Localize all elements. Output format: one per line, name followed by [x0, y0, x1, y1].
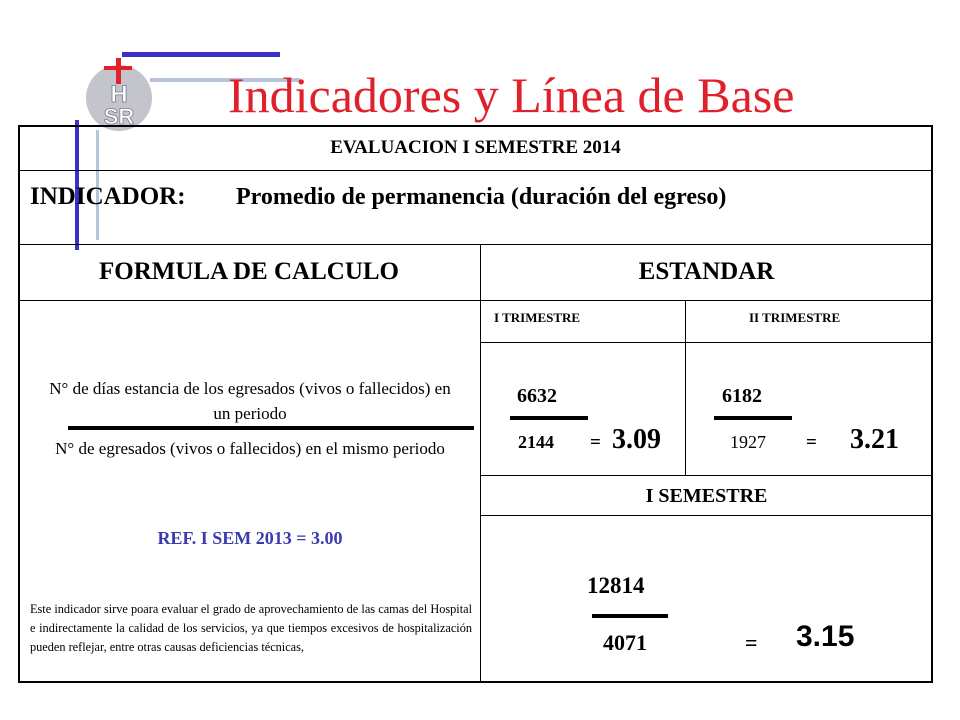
row-divider-3 [18, 300, 933, 301]
quarter-1-result: 3.09 [612, 424, 661, 455]
quarter-1-denominator: 2144 [518, 432, 554, 452]
semester-result: 3.15 [796, 620, 855, 653]
quarter-2-denominator: 1927 [730, 432, 766, 452]
logo-letter-h: H [110, 81, 128, 108]
indicator-label: INDICADOR: [30, 183, 186, 210]
semester-equals: = [745, 630, 758, 655]
quarter-1-numerator: 6632 [517, 385, 557, 407]
evaluation-subtitle: EVALUACION I SEMESTRE 2014 [330, 137, 621, 158]
standard-header: ESTANDAR [638, 258, 775, 285]
quarter-2-fraction-bar [714, 416, 792, 420]
row-divider-1 [18, 170, 933, 171]
formula-numerator: N° de días estancia de los egresados (vivos o fallecidos) en un periodo [49, 379, 451, 423]
column-divider-main [480, 244, 481, 683]
row-divider-semester-bottom [480, 515, 933, 516]
formula-denominator: N° de egresados (vivos o fallecidos) en el mismo periodo [55, 439, 445, 458]
quarter-1-fraction-bar [510, 416, 588, 420]
semester-numerator: 12814 [587, 573, 645, 598]
quarter-1-equals: = [590, 432, 601, 453]
quarter-1-label: I TRIMESTRE [494, 310, 581, 325]
column-divider-quarters [685, 300, 686, 475]
quarter-2-equals: = [806, 432, 817, 453]
quarter-2-label: II TRIMESTRE [749, 310, 841, 325]
semester-label: I SEMESTRE [645, 485, 768, 507]
quarter-2-numerator: 6182 [722, 385, 762, 407]
semester-fraction-bar [592, 614, 668, 618]
row-divider-semester-top [480, 475, 933, 476]
hospital-logo [80, 56, 158, 134]
formula-header: FORMULA DE CALCULO [98, 258, 399, 285]
page-title: Indicadores y Línea de Base [228, 67, 795, 123]
reference-value: REF. I SEM 2013 = 3.00 [157, 528, 343, 548]
row-divider-quarters [480, 342, 933, 343]
formula-fraction-bar [68, 426, 474, 430]
quarter-2-result: 3.21 [850, 424, 899, 455]
row-divider-2 [18, 244, 933, 245]
semester-denominator: 4071 [603, 630, 647, 655]
indicator-text: Promedio de permanencia (duración del egreso) [236, 184, 727, 210]
logo-letters-sr: SR [103, 104, 135, 129]
indicator-note: Este indicador sirve poara evaluar el grado de aprovechamiento de las camas del Hospital e indirectamente la calidad de los servicios, ya que tiempos excesivos de hospitalización pueden reflejar, entre otras causas deficiencias técnicas, [30, 602, 472, 654]
